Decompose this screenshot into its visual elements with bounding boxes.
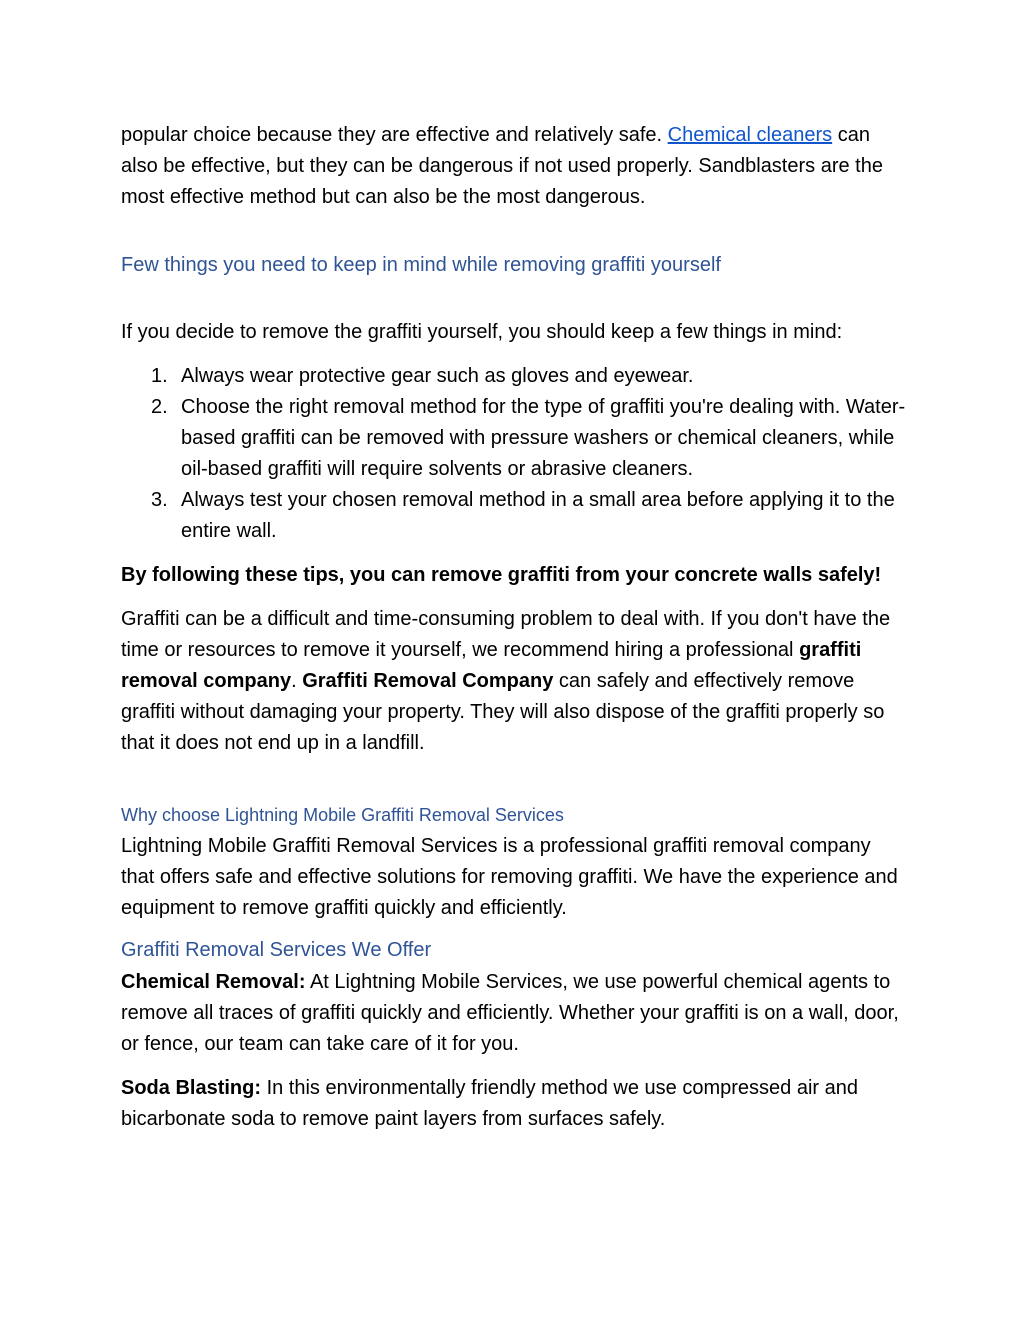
hire-professional-paragraph: [121, 604, 907, 759]
chemical-removal-text: At Lightning Mobile Services, we use powerful chemical agents to remove all traces of graffiti quickly and efficiently. Whether your graffiti is on a wall, door, or fence, our team can take care of it for you.: [121, 971, 899, 1055]
section-heading-services: Graffiti Removal Services We Offer: [121, 939, 432, 961]
list-item-text: Always wear protective gear such as gloves and eyewear.: [181, 365, 694, 387]
intro-text-after-link: can also be effective, but they can be dangerous if not used properly. Sandblasters are the most effective method but can also be the most dangerous.: [121, 124, 883, 208]
tips-lead-paragraph: If you decide to remove the graffiti yourself, you should keep a few things in mind:: [121, 321, 843, 343]
list-item: [121, 392, 907, 485]
list-number: 2.: [151, 396, 168, 418]
chemical-removal-paragraph: [121, 967, 907, 1060]
para2-part2: .: [291, 670, 303, 692]
soda-blasting-label: Soda Blasting:: [121, 1077, 262, 1099]
intro-paragraph: [121, 120, 907, 213]
soda-blasting-text: In this environmentally friendly method we use compressed air and bicarbonate soda to remove paint layers from surfaces safely.: [121, 1077, 858, 1130]
list-item-text: Choose the right removal method for the type of graffiti you're dealing with. Water-based graffiti can be removed with pressure washers or chemical cleaners, while oil-based graffiti will require solvents or abrasive cleaners.: [181, 396, 906, 480]
section-heading-why-choose: Why choose Lightning Mobile Graffiti Removal Services: [121, 805, 564, 825]
tips-list: [121, 361, 907, 547]
list-item-text: Always test your chosen removal method in a small area before applying it to the entire wall.: [181, 489, 895, 542]
para2-bold2: Graffiti Removal Company: [302, 670, 554, 692]
list-number: 1.: [151, 365, 168, 387]
para2-part1: Graffiti can be a difficult and time-consuming problem to deal with. If you don't have the time or resources to remove it yourself, we recommend hiring a professional: [121, 608, 891, 661]
chemical-removal-label: Chemical Removal:: [121, 971, 306, 993]
para2-part3: can safely and effectively remove graffiti without damaging your property. They will also dispose of the graffiti properly so that it does not end up in a landfill.: [121, 670, 885, 754]
tips-bold-note: [121, 560, 907, 591]
why-choose-paragraph: Lightning Mobile Graffiti Removal Services is a professional graffiti removal company that offers safe and effective solutions for removing graffiti. We have the experience and equipment to remove graffiti quickly and efficiently.: [121, 835, 898, 919]
document-page: [121, 118, 907, 1135]
chemical-cleaners-link[interactable]: Chemical cleaners: [667, 124, 833, 146]
soda-blasting-paragraph: [121, 1073, 907, 1135]
bold-note-text: By following these tips, you can remove graffiti from your concrete walls safely!: [121, 564, 882, 586]
list-item: [121, 485, 907, 547]
intro-text-before-link: popular choice because they are effective and relatively safe.: [121, 124, 668, 146]
para2-bold1: graffiti removal company: [121, 639, 862, 692]
list-item: [121, 361, 907, 392]
list-number: 3.: [151, 489, 168, 511]
section-heading-tips: Few things you need to keep in mind while removing graffiti yourself: [121, 254, 721, 276]
